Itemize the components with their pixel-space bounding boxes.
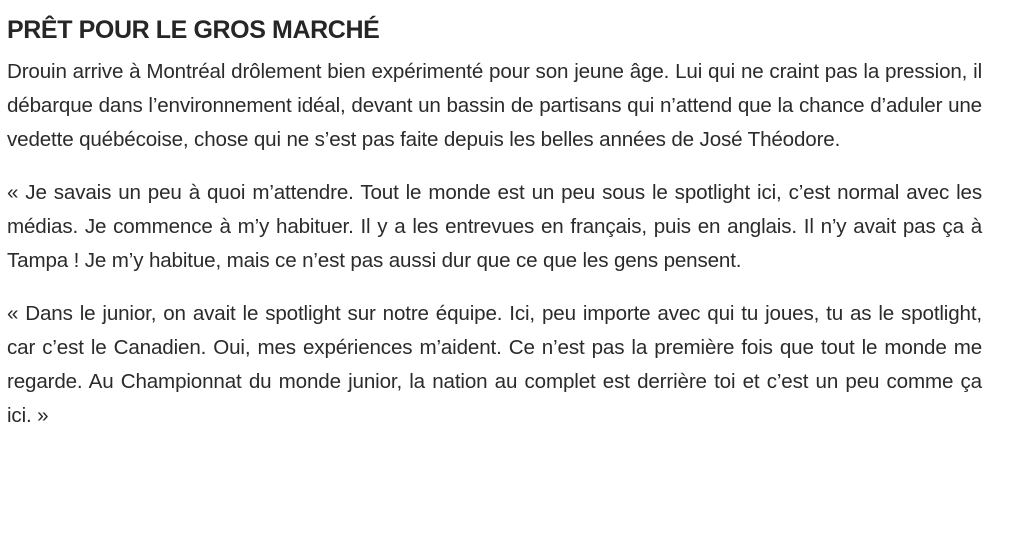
paragraph-quote-1: « Je savais un peu à quoi m’attendre. Tout le monde est un peu sous le spotlight ici, c’est normal avec les médias. Je commence à m’y habituer. Il y a les entrevues en français, puis en anglais. Il n’y avait pas ça à Tampa ! Je m’y habitue, mais ce n’est pas aussi dur que ce que les gens pensent. <box>7 181 982 272</box>
paragraph-intro: Drouin arrive à Montréal drôlement bien expérimenté pour son jeune âge. Lui qui ne craint pas la pression, il débarque dans l’environnement idéal, devant un bassin de partisans qui n’attend que la chance d’aduler une vedette québécoise, chose qui ne s’est pas faite depuis les belles années de José Théodore. <box>7 60 982 151</box>
paragraph-quote-2: « Dans le junior, on avait le spotlight sur notre équipe. Ici, peu importe avec qui tu joues, tu as le spotlight, car c’est le Canadien. Oui, mes expériences m’aident. Ce n’est pas la première fois que tout le monde me regarde. Au Championnat du monde junior, la nation au complet est derrière toi et c’est un peu comme ça ici. » <box>7 302 982 427</box>
section-heading: PRÊT POUR LE GROS MARCHÉ <box>7 16 380 44</box>
article <box>7 14 982 452</box>
